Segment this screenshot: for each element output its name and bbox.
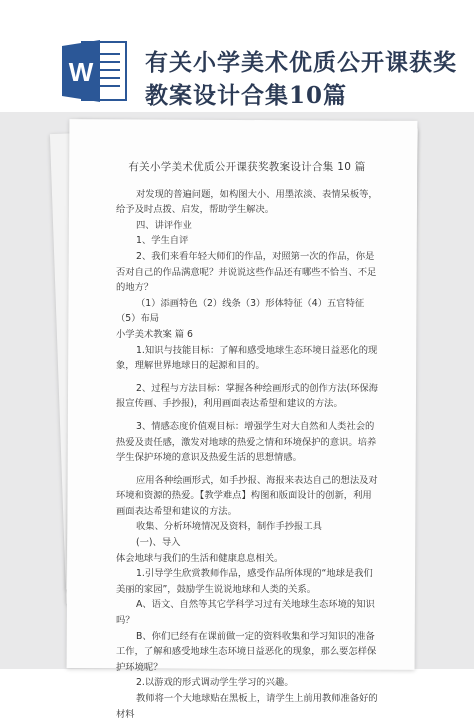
doc-paragraph: 1.引导学生欣赏教师作品，感受作品所体现的“地球是我们美丽的家园”，鼓励学生说说地球和人类的关系。	[116, 568, 373, 595]
page-title-line-2: 教案设计合集10篇	[145, 82, 348, 109]
document-title: 有关小学美术优质公开课获奖教案设计合集 10 篇	[128, 161, 366, 173]
word-icon-letter: W	[68, 57, 94, 87]
doc-paragraph: B、你们已经有在课前做一定的资料收集和学习知识的准备工作，了解和感受地球生态环境日益恶化的现象，那么要怎样保护环境呢？	[116, 630, 377, 673]
doc-paragraph: (一)、导入	[136, 537, 181, 549]
doc-paragraph: 1、学生自评	[136, 235, 189, 247]
doc-paragraph: 教师将一个大地球贴在黑板上，请学生上前用教师准备好的材料	[116, 693, 378, 720]
doc-paragraph: 收集、分析环境情况及资料，制作手抄报工具	[136, 521, 322, 533]
doc-paragraph: 体会地球与我们的生活和健康息息相关。	[116, 552, 284, 564]
doc-paragraph: 1.知识与技能目标：了解和感受地球生态环境日益恶化的现象，理解世界地球日的起源和目的。	[116, 344, 378, 372]
word-document-icon	[60, 38, 128, 104]
doc-section-heading: 小学美术教案 篇 6	[116, 328, 193, 340]
document-body	[116, 160, 378, 722]
page-title-line-1: 有关小学美术优质公开课获奖	[145, 49, 457, 76]
doc-paragraph: 对发现的普遍问题，如构图大小、用墨浓淡、表情呆板等，给予及时点拨、启发，帮助学生解决。	[116, 188, 378, 216]
doc-paragraph: 2、我们来看年轻大师们的作品，对照第一次的作品，你是否对自己的作品满意呢？并说说这些作品还有哪些不恰当、不足的地方？	[116, 250, 377, 294]
doc-paragraph: 2、过程与方法目标：掌握各种绘画形式的创作方法(环保海报宣传画、手抄报)，利用画面表达希望和建议的方法。	[116, 382, 378, 410]
header-banner	[0, 0, 474, 112]
doc-paragraph: 2.以游戏的形式调动学生学习的兴趣。	[136, 677, 294, 689]
doc-paragraph: 四、讲评作业	[136, 219, 192, 231]
doc-paragraph: A、语文、自然等其它学科学习过有关地球生态环境的知识吗？	[116, 599, 375, 627]
doc-paragraph: 应用各种绘画形式，如手抄报、海报来表达自己的想法及对环境和资源的热爱。【教学难点】构图和版面设计的创新，利用画面表达希望和建议的方法。	[116, 474, 378, 517]
doc-paragraph: 3、情感态度价值观目标：增强学生对大自然和人类社会的热爱及责任感，激发对地球的热爱之情和环境保护的意识。培养学生保护环境的意识及热爱生活的思想情感。	[116, 420, 377, 464]
doc-paragraph: （1）添画特色（2）线条（3）形体特征（4）五官特征（5）布局	[116, 297, 365, 325]
